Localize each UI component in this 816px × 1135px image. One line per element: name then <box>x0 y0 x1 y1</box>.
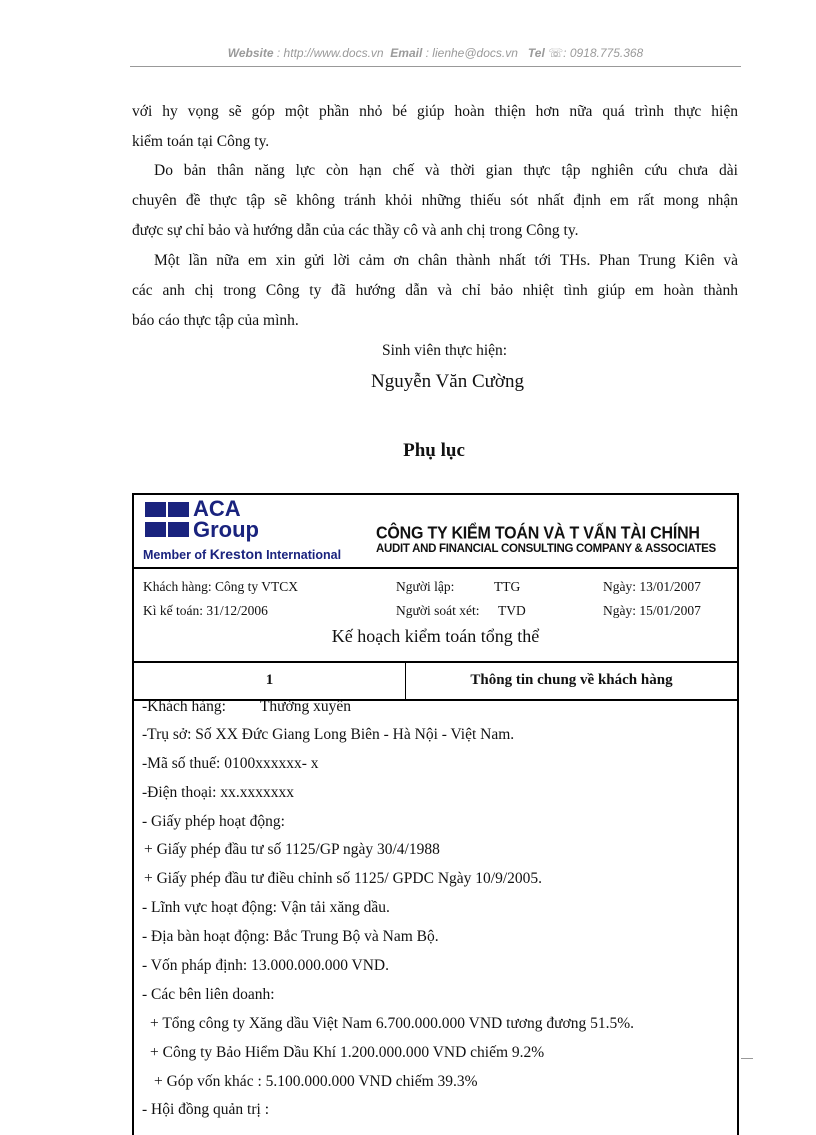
prepared-date: Ngày: 13/01/2007 <box>603 579 701 594</box>
info-line: + Công ty Bảo Hiểm Dầu Khí 1.200.000.000 VND chiếm 9.2% <box>150 1044 545 1061</box>
logo-square-icon <box>168 522 189 537</box>
paragraph-line: được sự chỉ bảo và hướng dẫn của các thầy cô và anh chị trong Công ty. <box>132 222 579 239</box>
reviewed-date: Ngày: 15/01/2007 <box>603 603 701 618</box>
tel-label: Tel <box>527 46 545 60</box>
website-label: Website <box>227 46 274 60</box>
signature-label: Sinh viên thực hiện: <box>382 342 508 359</box>
logo-member-text: Member of Kreston International <box>143 546 342 562</box>
appendix-title: Phụ lục <box>403 440 465 461</box>
paragraph-line: Do bản thân năng lực còn hạn chế và thời gian thực tập nghiên cứu chưa dài <box>154 162 738 179</box>
logo-group-text: Group <box>193 517 259 542</box>
info-line: -Trụ sở: Số XX Đức Giang Long Biên - Hà Nội - Việt Nam. <box>142 726 515 743</box>
audit-plan-form <box>132 493 739 1135</box>
paragraph-1 <box>132 97 738 157</box>
paragraph-line: các anh chị trong Công ty đã hướng dẫn và chỉ bảo nhiệt tình giúp em hoàn thành <box>132 282 738 299</box>
info-line: - Giấy phép hoạt động: <box>142 813 285 830</box>
signature-name: Nguyễn Văn Cường <box>371 371 524 392</box>
company-name-vi: CÔNG TY KIỂM TOÁN VÀ T VẤN TÀI CHÍNH <box>376 524 700 543</box>
info-line: -Điện thoại: xx.xxxxxxx <box>142 784 294 801</box>
client-type-label: -Khách hàng: <box>142 698 226 715</box>
logo-square-icon <box>145 502 166 517</box>
plan-title: Kế hoạch kiểm toán tổng thể <box>331 626 540 646</box>
logo-square-icon <box>168 502 189 517</box>
info-line: -Mã số thuế: 0100xxxxxx- x <box>142 755 319 772</box>
client-type-line <box>142 698 351 716</box>
company-name-en: AUDIT AND FINANCIAL CONSULTING COMPANY & ASSOCIATES <box>376 543 716 555</box>
paragraph-3 <box>132 246 738 336</box>
reviewed-by-label: Người soát xét: <box>396 603 480 618</box>
info-line: - Vốn pháp định: 13.000.000.000 VND. <box>142 957 389 974</box>
info-line: + Tổng công ty Xăng dầu Việt Nam 6.700.000.000 VND tương đương 51.5%. <box>150 1015 635 1032</box>
section-header-row <box>134 661 737 701</box>
info-line: - Hội đồng quản trị : <box>142 1101 269 1118</box>
header-rule <box>130 66 741 67</box>
logo-aca-text: ACA <box>193 496 241 521</box>
client-name: Khách hàng: Công ty VTCX <box>143 579 298 594</box>
info-line: + Góp vốn khác : 5.100.000.000 VND chiếm 39.3% <box>154 1073 478 1090</box>
logo-square-icon <box>145 522 166 537</box>
info-line: - Địa bàn hoạt động: Bắc Trung Bộ và Nam Bộ. <box>142 928 439 945</box>
reviewed-by: TVD <box>498 603 526 618</box>
info-line: - Lĩnh vực hoạt động: Vận tải xăng dầu. <box>142 899 390 916</box>
paragraph-line: kiểm toán tại Công ty. <box>132 133 270 150</box>
paragraph-2 <box>132 156 738 246</box>
paragraph-line: Một lần nữa em xin gửi lời cảm ơn chân thành nhất tới THs. Phan Trung Kiên và <box>154 252 738 269</box>
accounting-period: Kì kế toán: 31/12/2006 <box>143 603 268 618</box>
website-value: : http://www.docs.vn <box>276 46 384 60</box>
info-line: + Giấy phép đầu tư số 1125/GP ngày 30/4/1988 <box>144 841 440 858</box>
margin-mark <box>741 1058 753 1059</box>
paragraph-line: với hy vọng sẽ góp một phần nhỏ bé giúp hoàn thiện hơn nữa quá trình thực hiện <box>132 103 738 120</box>
section-title: Thông tin chung về khách hàng <box>470 672 673 688</box>
info-line: + Giấy phép đầu tư điều chỉnh số 1125/ GPDC Ngày 10/9/2005. <box>144 870 543 887</box>
email-value: : lienhe@docs.vn <box>425 46 518 60</box>
info-line: - Các bên liên doanh: <box>142 986 275 1003</box>
section-number: 1 <box>134 663 406 699</box>
prepared-by-label: Người lập: <box>396 579 455 594</box>
paragraph-line: báo cáo thực tập của mình. <box>132 312 299 329</box>
form-header <box>134 495 737 569</box>
client-type-value: Thường xuyên <box>259 698 352 715</box>
page-header <box>130 46 741 60</box>
email-label: Email <box>390 46 423 60</box>
tel-value: : 0918.775.368 <box>563 46 644 60</box>
prepared-by: TTG <box>494 579 521 594</box>
paragraph-line: chuyên đề thực tập sẽ không tránh khỏi những thiếu sót nhất định em rất mong nhận <box>132 192 738 209</box>
telephone-icon: ☏ <box>548 46 564 60</box>
